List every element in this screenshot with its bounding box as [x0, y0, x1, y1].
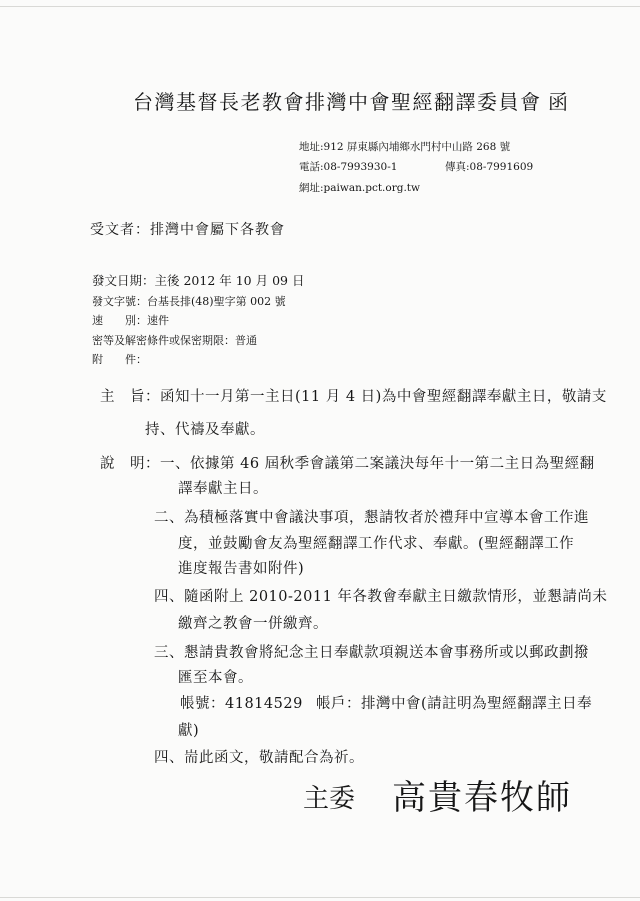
scan-line-top [0, 6, 640, 7]
explanation-item-4-line-2: 匯至本會。 [178, 670, 253, 686]
confidentiality: 密等及解密條件或保密期限：普通 [92, 334, 257, 347]
document-type: 函 [548, 90, 568, 114]
urgency: 速 別：速件 [92, 314, 169, 327]
explanation-item-2-line-1: 二、為積極落實中會議決事項，懇請牧者於禮拜中宣導本會工作進 [154, 510, 589, 526]
issue-date: 發文日期：主後 2012 年 10 月 09 日 [92, 273, 305, 288]
website: 網址:paiwan.pct.org.tw [299, 182, 420, 194]
subject-line-2: 持、代禱及奉獻。 [145, 422, 265, 438]
explanation-item-5: 四、耑此函文，敬請配合為祈。 [154, 750, 364, 766]
scan-line-bottom [0, 897, 640, 898]
subject-line-1: 主 旨：函知十一月第一主日(11 月 4 日)為中會聖經翻譯奉獻主日，敬請支 [100, 389, 607, 405]
document-number: 發文字號：台基長排(48)聖字第 002 號 [92, 295, 286, 308]
account-name-line-2: 獻) [178, 723, 200, 739]
explanation-item-1-line-1: 說 明：一、依據第 46 屆秋季會議第二案議決每年十一第二主日為聖經翻 [100, 456, 595, 472]
document-title: 台灣基督長老教會排灣中會聖經翻譯委員會 [133, 90, 542, 114]
phone: 電話:08-7993930-1 [299, 161, 398, 173]
address: 地址:912 屏東縣內埔鄉水門村中山路 268 號 [299, 141, 511, 153]
explanation-item-2-line-3: 進度報告書如附件) [178, 561, 305, 577]
signature-label: 主委 [303, 784, 356, 814]
attachment: 附 件： [92, 353, 147, 366]
explanation-item-3-line-2: 繳齊之教會一併繳齊。 [178, 616, 328, 632]
explanation-item-1-line-2: 譯奉獻主日。 [178, 481, 268, 497]
account-name-line-1: 帳戶：排灣中會(請註明為聖經翻譯主日奉 [316, 696, 593, 712]
fax: 傳真:08-7991609 [445, 161, 534, 173]
explanation-item-3-line-1: 四、隨函附上 2010-2011 年各教會奉獻主日繳款情形，並懇請尚未 [154, 589, 608, 605]
explanation-item-2-line-2: 度，並鼓勵會友為聖經翻譯工作代求、奉獻。(聖經翻譯工作 [178, 536, 575, 552]
explanation-item-4-line-1: 三、懇請貴教會將紀念主日奉獻款項親送本會事務所或以郵政劃撥 [154, 645, 589, 661]
account-number: 帳號：41814529 [180, 696, 303, 712]
signature-name: 高貴春牧師 [392, 778, 572, 818]
recipient: 受文者：排灣中會屬下各教會 [90, 222, 285, 238]
